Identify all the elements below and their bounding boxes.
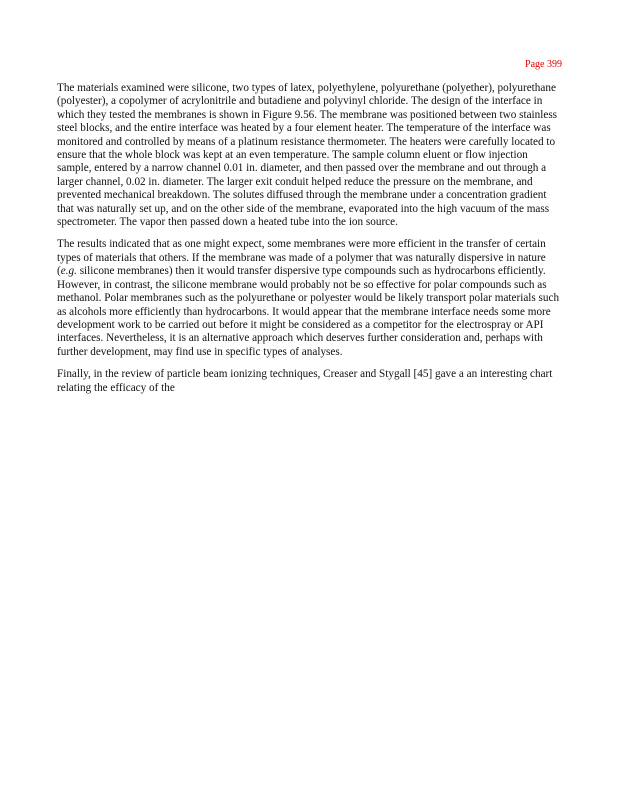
paragraph-text-segment: silicone membranes) then it would transfer dispersive type compounds such as hydrocarbons efficiently. However, in contrast, the silicone membrane would probably not be so effective for polar compounds such as methanol. Polar membranes such as the polyurethane or polyester would be likely transport polar materials such as alcohols more efficiently than hydrocarbons. It would appear that the membrane interface needs some more development work to be carried out before it might be considered as a competitor for the electrospray or API interfaces. Nevertheless, it is an alternative approach which deserves further consideration and, perhaps with further development, may find use in specific types of analyses. bbox=[57, 265, 560, 358]
paragraph-membrane-results bbox=[57, 238, 565, 359]
paragraph-membrane-interface-design: The materials examined were silicone, two types of latex, polyethylene, polyurethane (polyether), polyurethane (polyester), a copolymer of acrylonitrile and butadiene and polyvinyl chloride. The design of the interface in which they tested the membranes is shown in Figure 9.56. The membrane was positioned between two stainless steel blocks, and the entire interface was heated by a four element heater. The temperature of the interface was monitored and controlled by means of a platinum resistance thermometer. The heaters were carefully located to ensure that the whole block was kept at an even temperature. The sample column eluent or flow injection sample, entered by a narrow channel 0.01 in. diameter, and then passed over the membrane and out through a larger channel, 0.02 in. diameter. The larger exit conduit helped reduce the pressure on the membrane, and prevented mechanical breakdown. The solutes diffused through the membrane under a concentration gradient that was naturally set up, and on the other side of the membrane, evaporated into the high vacuum of the mass spectrometer. The vapor then passed down a heated tube into the ion source. bbox=[57, 82, 558, 229]
paragraph-particle-beam-review: Finally, in the review of particle beam ionizing techniques, Creaser and Stygall [45] gave a an interesting chart relating the efficacy of the bbox=[57, 368, 553, 394]
page-number: Page 399 bbox=[525, 59, 562, 70]
paragraph-text-segment: The results indicated that as one might expect, some membranes were more efficient in the transfer of certain types of materials that others. If the membrane was made of a polymer that was naturally dispersive in nature ( bbox=[57, 238, 546, 278]
body-text bbox=[57, 82, 565, 404]
eg-abbreviation: e.g. bbox=[60, 265, 77, 278]
